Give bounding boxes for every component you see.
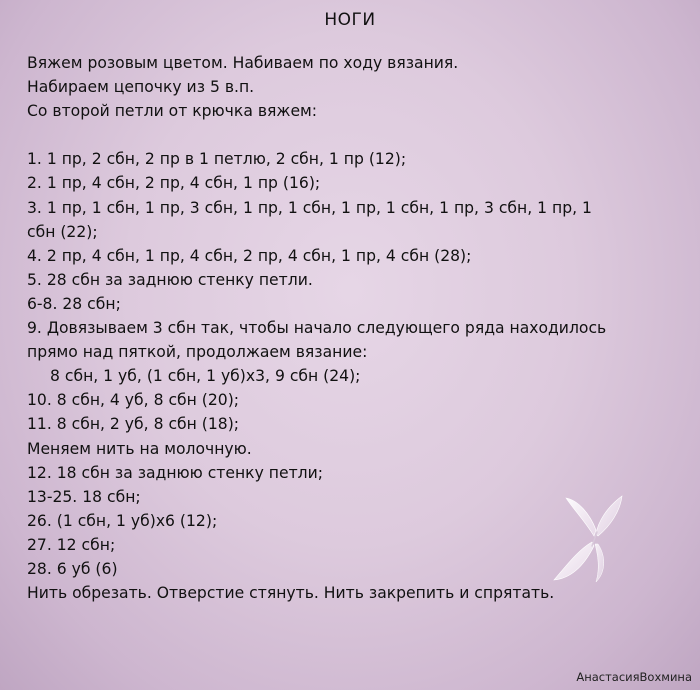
text-line: 1. 1 пр, 2 сбн, 2 пр в 1 петлю, 2 сбн, 1 пр (12); xyxy=(27,150,407,169)
text-line: 27. 12 сбн; xyxy=(27,535,116,554)
text-line: прямо над пяткой, продолжаем вязание: xyxy=(27,343,368,362)
text-line: 28. 6 уб (6) xyxy=(27,559,118,578)
text-line: 3. 1 пр, 1 сбн, 1 пр, 3 сбн, 1 пр, 1 сбн, 1 пр, 1 сбн, 1 пр, 3 сбн, 1 пр, 1 xyxy=(27,198,592,217)
text-line: 4. 2 пр, 4 сбн, 1 пр, 4 сбн, 2 пр, 4 сбн, 1 пр, 4 сбн (28); xyxy=(27,246,472,265)
text-line: 12. 18 сбн за заднюю стенку петли; xyxy=(27,463,324,482)
butterfly-icon xyxy=(548,490,628,590)
blank-line xyxy=(27,123,687,147)
text-line: Со второй петли от крючка вяжем: xyxy=(27,102,318,121)
text-line: 26. (1 сбн, 1 уб)х6 (12); xyxy=(27,511,218,530)
text-line: Меняем нить на молочную. xyxy=(27,439,252,458)
text-line: 11. 8 сбн, 2 уб, 8 сбн (18); xyxy=(27,415,240,434)
text-line: Вяжем розовым цветом. Набиваем по ходу вязания. xyxy=(27,54,459,72)
text-line: Набираем цепочку из 5 в.п. xyxy=(27,78,255,97)
text-line: 13-25. 18 сбн; xyxy=(27,487,141,506)
text-line: Нить обрезать. Отверстие стянуть. Нить закрепить и спрятать. xyxy=(27,584,555,603)
text-line: 10. 8 сбн, 4 уб, 8 сбн (20); xyxy=(27,391,240,410)
text-line: сбн (22); xyxy=(27,222,98,241)
author-signature: АнастасияВохмина xyxy=(576,670,692,684)
text-line: 9. Довязываем 3 сбн так, чтобы начало следующего ряда находилось xyxy=(27,319,607,338)
text-line: 6-8. 28 сбн; xyxy=(27,294,121,313)
page-title: НОГИ xyxy=(324,10,376,30)
text-line: 8 сбн, 1 уб, (1 сбн, 1 уб)х3, 9 сбн (24); xyxy=(50,367,361,386)
text-line: 5. 28 сбн за заднюю стенку петли. xyxy=(27,270,313,289)
text-line: 2. 1 пр, 4 сбн, 2 пр, 4 сбн, 1 пр (16); xyxy=(27,174,321,193)
